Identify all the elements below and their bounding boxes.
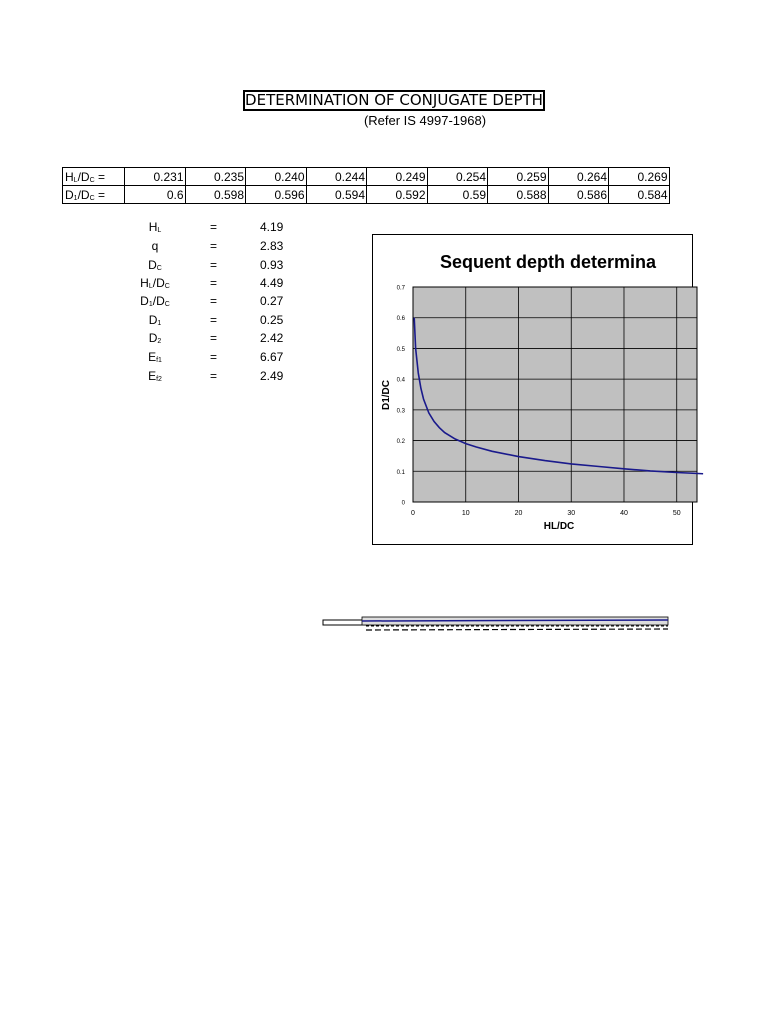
artifact-line <box>366 629 668 630</box>
table-cell: 0.59 <box>427 186 488 204</box>
parameter-row <box>110 256 310 274</box>
table-cell: 0.594 <box>306 186 367 204</box>
y-tick-label: 0.3 <box>396 408 405 415</box>
plot-area <box>413 287 697 502</box>
parameter-row <box>110 274 310 292</box>
table-cell: 0.264 <box>548 168 609 186</box>
parameter-name: $E_{f2}$ <box>148 369 162 383</box>
table-cell: 0.592 <box>367 186 428 204</box>
parameter-row <box>110 311 310 329</box>
table-cell: 0.244 <box>306 168 367 186</box>
parameter-value: 4.49 <box>260 276 284 290</box>
parameter-name: q <box>151 239 159 253</box>
table-cell: 0.269 <box>609 168 670 186</box>
page-subtitle: (Refer IS 4997-1968) <box>363 113 487 128</box>
parameter-name: $H_L/D_C$ <box>140 276 170 290</box>
table-cell: 0.231 <box>125 168 186 186</box>
chart-svg <box>372 234 681 545</box>
equals-sign: = <box>210 276 218 290</box>
artifact-svg <box>322 612 668 636</box>
parameter-row <box>110 329 310 347</box>
row-label-hl-dc: $H_L/D_C$ = <box>63 168 125 186</box>
parameter-row <box>110 218 310 236</box>
parameter-name: $D_2$ <box>148 331 162 345</box>
y-axis-label: D1/DC <box>381 379 392 411</box>
y-tick-label: 0.2 <box>396 439 405 446</box>
parameter-value: 0.25 <box>260 313 284 327</box>
table-row <box>63 168 670 186</box>
ratio-table <box>62 167 670 204</box>
equals-sign: = <box>210 313 218 327</box>
table-cell: 0.586 <box>548 186 609 204</box>
page-title: DETERMINATION OF CONJUGATE DEPTH <box>243 90 545 111</box>
parameter-value: 2.83 <box>260 239 284 253</box>
x-tick-label: 0 <box>411 510 415 517</box>
parameter-name: $D_1/D_C$ <box>140 294 170 308</box>
table-cell: 0.259 <box>488 168 549 186</box>
parameter-row <box>110 348 310 366</box>
y-tick-label: 0 <box>401 500 405 507</box>
equals-sign: = <box>210 258 218 272</box>
row-label-d1-dc: $D_1/D_C$ = <box>63 186 125 204</box>
x-tick-label: 40 <box>620 510 628 517</box>
y-tick-label: 0.4 <box>396 377 405 384</box>
parameter-name: $E_{f1}$ <box>148 350 162 364</box>
sequent-depth-chart <box>372 234 681 545</box>
parameter-value: 4.19 <box>260 220 284 234</box>
parameter-name: $D_C$ <box>148 258 162 272</box>
table-cell: 0.6 <box>125 186 186 204</box>
equals-sign: = <box>210 369 218 383</box>
x-tick-label: 30 <box>567 510 576 517</box>
artifact-line <box>362 620 668 621</box>
parameter-value: 6.67 <box>260 350 284 364</box>
parameter-value: 0.93 <box>260 258 284 272</box>
equals-sign: = <box>210 239 218 253</box>
chart-rendering-artifact <box>322 612 668 636</box>
table-cell: 0.254 <box>427 168 488 186</box>
y-tick-label: 0.7 <box>396 285 405 292</box>
x-tick-label: 10 <box>461 510 470 517</box>
parameter-row <box>110 237 310 255</box>
parameter-row <box>110 367 310 385</box>
table-cell: 0.596 <box>246 186 307 204</box>
table-cell: 0.598 <box>185 186 246 204</box>
parameter-name: $D_1$ <box>148 313 162 327</box>
equals-sign: = <box>210 294 218 308</box>
parameter-value: 2.49 <box>260 369 284 383</box>
x-tick-label: 20 <box>514 510 523 517</box>
parameter-value: 0.27 <box>260 294 284 308</box>
table-cell: 0.235 <box>185 168 246 186</box>
equals-sign: = <box>210 350 218 364</box>
table-cell: 0.240 <box>246 168 307 186</box>
table-cell: 0.584 <box>609 186 670 204</box>
y-tick-label: 0.6 <box>396 316 405 323</box>
table-cell: 0.588 <box>488 186 549 204</box>
table-cell: 0.249 <box>367 168 428 186</box>
equals-sign: = <box>210 331 218 345</box>
parameter-row <box>110 292 310 310</box>
x-tick-label: 50 <box>672 510 681 517</box>
y-tick-label: 0.5 <box>396 346 405 353</box>
parameter-value: 2.42 <box>260 331 284 345</box>
x-axis-label: HL/DC <box>543 521 575 532</box>
chart-title: Sequent depth determina <box>440 252 657 272</box>
equals-sign: = <box>210 220 218 234</box>
table-row <box>63 186 670 204</box>
parameter-name: $H_L$ <box>148 220 162 234</box>
y-tick-label: 0.1 <box>396 469 405 476</box>
